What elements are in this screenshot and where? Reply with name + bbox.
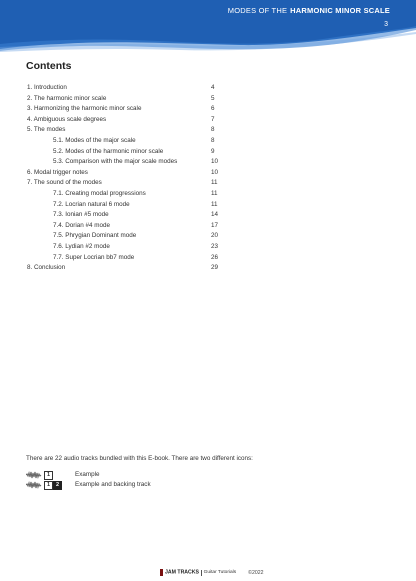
toc-entry[interactable]	[27, 178, 227, 189]
toc-entry-label: 5.1. Modes of the major scale	[53, 136, 136, 144]
toc-entry-page: 4	[211, 84, 215, 91]
toc-entry[interactable]	[27, 210, 227, 221]
header-title: MODES OF THE HARMONIC MINOR SCALE	[227, 6, 390, 15]
toc-entry[interactable]	[27, 189, 227, 200]
toc-entry-page: 23	[211, 242, 219, 250]
waveform-icon	[26, 471, 42, 479]
toc-entry-page: 11	[211, 179, 218, 187]
waveform-icon	[26, 481, 42, 489]
toc-entry-page: 6	[211, 105, 215, 113]
toc-entry[interactable]	[27, 104, 227, 115]
toc-entry-page: 8	[211, 126, 215, 134]
legend-example	[26, 470, 226, 480]
toc-entry[interactable]	[27, 147, 227, 158]
legend-backing	[26, 480, 226, 490]
toc-entry-page: 11	[211, 189, 218, 197]
brand-name: JAM TRACKS	[165, 569, 200, 576]
toc-entry-label: 4. Ambiguous scale degrees	[27, 115, 107, 123]
toc-entry[interactable]	[27, 263, 227, 274]
toc-entry[interactable]	[27, 94, 227, 105]
toc-entry-label: 5.2. Modes of the harmonic minor scale	[53, 147, 164, 155]
toc-entry[interactable]	[27, 168, 227, 179]
brand-logo-icon	[160, 569, 163, 576]
contents-heading: Contents	[26, 60, 72, 72]
toc-entry-page: 20	[211, 232, 219, 240]
toc-entry-label: 7. The sound of the modes	[27, 179, 102, 187]
toc-entry[interactable]	[27, 83, 227, 94]
track-box-example: 1	[44, 481, 53, 490]
toc-entry[interactable]	[27, 157, 227, 168]
track-box-example: 1	[44, 471, 53, 480]
toc-entry-label: 7.3. Ionian #5 mode	[53, 211, 109, 219]
toc-entry[interactable]	[27, 115, 227, 126]
toc-entry-page: 29	[211, 264, 219, 272]
toc-entry-label: 7.4. Dorian #4 mode	[53, 221, 111, 229]
toc-entry-label: 2. The harmonic minor scale	[27, 94, 107, 102]
page-footer	[160, 569, 264, 578]
table-of-contents	[27, 83, 227, 274]
toc-entry-page: 11	[211, 200, 218, 208]
toc-entry-page: 17	[211, 221, 219, 229]
toc-entry-label: 7.2. Locrian natural 6 mode	[53, 200, 130, 208]
track-box-backing: 2	[53, 481, 62, 490]
copyright: ©2022	[248, 569, 264, 576]
toc-entry-label: 7.6. Lydian #2 mode	[53, 242, 110, 250]
page-number: 3	[384, 21, 388, 28]
brand-subtitle: Guitar Tutorials	[203, 570, 237, 575]
legend-description: Example and backing track	[75, 481, 151, 488]
toc-entry-label: 8. Conclusion	[27, 264, 66, 272]
toc-entry[interactable]	[27, 125, 227, 136]
toc-entry-page: 26	[211, 253, 219, 261]
toc-entry-page: 5	[211, 94, 215, 102]
toc-entry-label: 7.7. Super Locrian bb7 mode	[53, 253, 135, 261]
toc-entry-page: 8	[211, 136, 215, 144]
toc-entry[interactable]	[27, 253, 227, 264]
toc-entry[interactable]	[27, 221, 227, 232]
page-header	[0, 0, 416, 52]
toc-entry-label: 5. The modes	[27, 126, 66, 134]
toc-entry-page: 14	[211, 211, 219, 219]
toc-entry-label: 5.3. Comparison with the major scale modes	[53, 158, 178, 166]
legend-description: Example	[75, 471, 100, 478]
toc-entry[interactable]	[27, 136, 227, 147]
toc-entry-page: 10	[211, 168, 219, 176]
toc-entry-label: 6. Modal trigger notes	[27, 168, 88, 176]
toc-entry-label: 1. Introduction	[27, 84, 67, 91]
audio-tracks-intro: There are 22 audio tracks bundled with this E-book. There are two different icons:	[26, 455, 253, 462]
toc-entry-page: 10	[211, 158, 219, 166]
toc-entry-page: 9	[211, 147, 215, 155]
toc-entry-label: 3. Harmonizing the harmonic minor scale	[27, 105, 142, 113]
toc-entry[interactable]	[27, 242, 227, 253]
toc-entry-label: 7.5. Phrygian Dominant mode	[53, 232, 137, 240]
toc-entry[interactable]	[27, 231, 227, 242]
toc-entry-page: 7	[211, 115, 215, 123]
toc-entry[interactable]	[27, 200, 227, 211]
toc-entry-label: 7.1. Creating modal progressions	[53, 189, 146, 197]
